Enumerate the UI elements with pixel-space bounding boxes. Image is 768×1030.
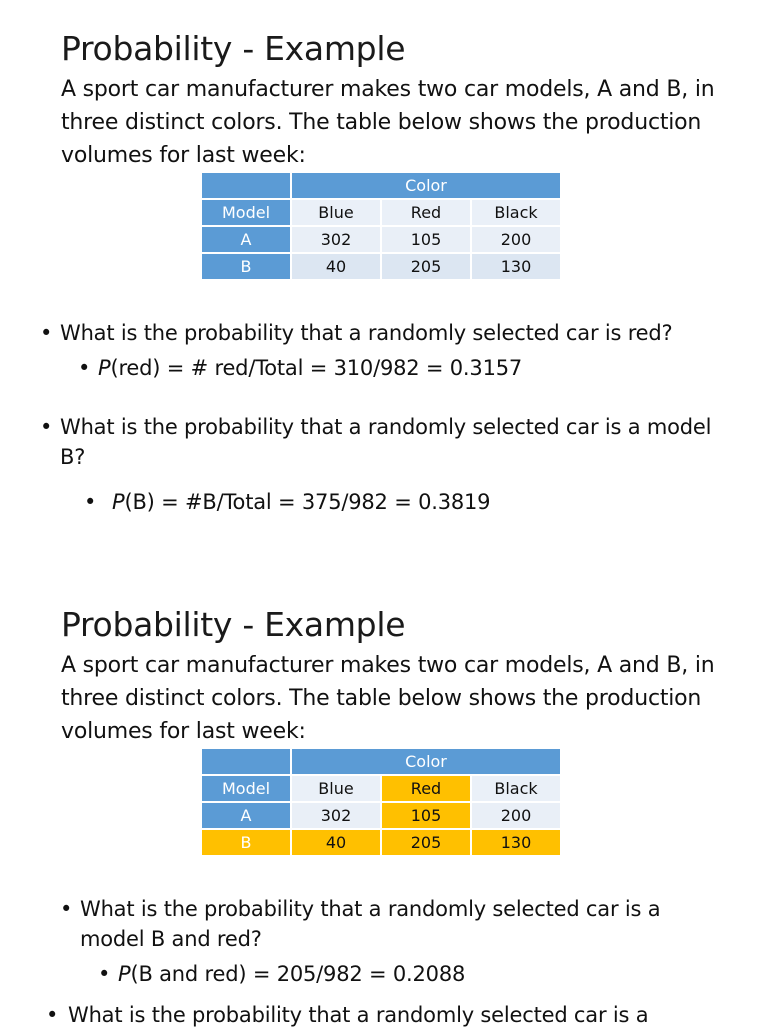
table-cell: 205 xyxy=(381,253,471,280)
table-cell: 302 xyxy=(291,226,381,253)
bullet-icon: • xyxy=(98,962,111,986)
table-cell: 130 xyxy=(471,253,561,280)
table-cell: 40 xyxy=(291,253,381,280)
table-cell: 200 xyxy=(471,226,561,253)
color-header: Color xyxy=(291,172,561,199)
slide-1-title: Probability - Example xyxy=(61,29,406,68)
answer-1: • P(red) = # red/Total = 310/982 = 0.3157 xyxy=(78,353,758,383)
table-row xyxy=(201,748,561,775)
color-red-header-highlighted: Red xyxy=(381,775,471,802)
table-row xyxy=(201,775,561,802)
bullet-icon: • xyxy=(60,897,73,921)
question-2: • What is the probability that a randomly selected car is a model B? xyxy=(40,412,720,472)
slide-2-title: Probability - Example xyxy=(61,605,406,644)
slide-1-intro: A sport car manufacturer makes two car models, A and B, in three distinct colors. The table below shows the production volumes for last week: xyxy=(61,77,715,168)
production-table-2 xyxy=(200,747,562,857)
model-b-label: B xyxy=(201,253,291,280)
color-black-header: Black xyxy=(471,199,561,226)
bullet-icon: • xyxy=(40,415,53,439)
color-blue-header: Blue xyxy=(291,775,381,802)
color-black-header: Black xyxy=(471,775,561,802)
model-header: Model xyxy=(201,775,291,802)
table-row xyxy=(201,802,561,829)
table-cell: 200 xyxy=(471,802,561,829)
bullet-icon: • xyxy=(84,490,97,514)
model-header: Model xyxy=(201,199,291,226)
color-header: Color xyxy=(291,748,561,775)
table-row xyxy=(201,829,561,856)
table-cell: 302 xyxy=(291,802,381,829)
question-1: • What is the probability that a randomly selected car is red? xyxy=(40,318,760,348)
table-cell-highlighted: 40 xyxy=(291,829,381,856)
model-b-label-highlighted: B xyxy=(201,829,291,856)
question-4: • What is the probability that a randomly selected car is a xyxy=(46,1000,761,1030)
color-red-header: Red xyxy=(381,199,471,226)
question-3: • What is the probability that a randomly selected car is a model B and red? xyxy=(60,894,720,954)
slide-2-intro: A sport car manufacturer makes two car models, A and B, in three distinct colors. The table below shows the production volumes for last week: xyxy=(61,653,715,744)
table-corner-cell xyxy=(201,748,291,775)
answer-3: • P(B and red) = 205/982 = 0.2088 xyxy=(98,959,758,989)
table-cell-highlighted: 130 xyxy=(471,829,561,856)
table-cell-highlighted: 205 xyxy=(381,829,471,856)
bullet-icon: • xyxy=(40,321,53,345)
answer-2: • P(B) = #B/Total = 375/982 = 0.3819 xyxy=(84,487,764,517)
model-a-label: A xyxy=(201,226,291,253)
table-cell-highlighted: 105 xyxy=(381,802,471,829)
bullet-icon: • xyxy=(78,356,91,380)
model-a-label: A xyxy=(201,802,291,829)
color-blue-header: Blue xyxy=(291,199,381,226)
bullet-icon: • xyxy=(46,1003,59,1027)
table-cell: 105 xyxy=(381,226,471,253)
